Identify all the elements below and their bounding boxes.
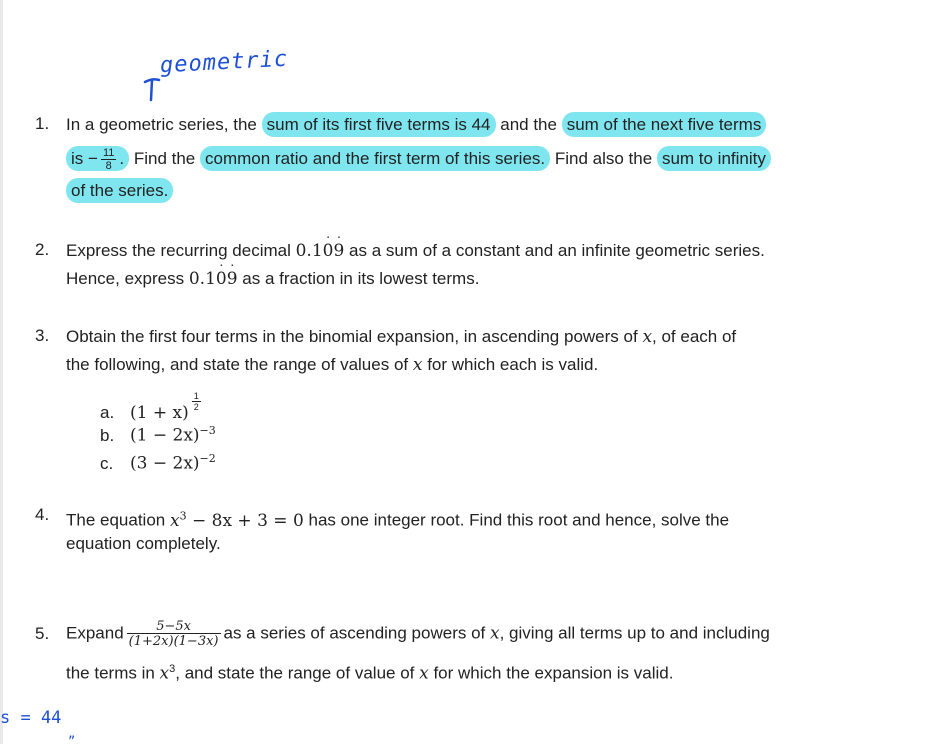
highlight: sum of the next five terms: [562, 112, 767, 137]
question-2-line-1: Express the recurring decimal 0.10 ˙9 ˙ as a sum of a constant and an infinite geometric series.: [66, 238, 765, 264]
question-3-line-2: the following, and state the range of values of x for which each is valid.: [66, 355, 599, 375]
page-edge: [0, 0, 3, 744]
equation: $x^3 - 8x + 3 = 0$: [169, 509, 304, 531]
recurring-decimal: 0.10 ˙9 ˙: [296, 241, 345, 261]
highlight: sum of its first five terms is 44: [262, 112, 496, 137]
sub-item-b: b. $(1 - 2x)^{-3}$: [100, 424, 216, 446]
handwritten-note-geometric: geometric: [159, 46, 289, 79]
recurring-decimal: 0.10 ˙9 ˙: [189, 269, 238, 289]
sub-item-a: a. (1 + x) $\frac{1}{2}$: [100, 391, 199, 423]
highlight: of the series.: [66, 178, 173, 203]
handwritten-mark: ”: [68, 734, 76, 748]
question-1-line-1: In a geometric series, the sum of its first five terms is 44 and the sum of the next five terms: [66, 112, 766, 138]
question-number: 4.: [35, 505, 50, 524]
fraction: $\frac{5-5x}{(1+2x)(1-3x)}$: [128, 619, 219, 649]
question-number: 1.: [35, 114, 50, 133]
question-number: 3.: [35, 326, 50, 345]
question-2-line-2: Hence, express 0.10 ˙9 ˙ as a fraction in its lowest terms.: [66, 266, 479, 292]
question-5-line-1: Expand $\frac{5-5x}{(1+2x)(1-3x)}$ as a series of ascending powers of x, giving all terms up to and including: [66, 619, 770, 649]
question-4-line-2: equation completely.: [66, 534, 221, 553]
fraction-exponent: $\frac{1}{2}$: [193, 391, 199, 412]
question-4-line-1: The equation $x^3 - 8x + 3 = 0$ has one integer root. Find this root and hence, solve the: [66, 509, 730, 531]
question-3-line-1: Obtain the first four terms in the binomial expansion, in ascending powers of x, of each of: [66, 327, 737, 347]
handwritten-note-sum: s = 44: [0, 708, 62, 728]
question-number: 2.: [35, 240, 50, 259]
highlight: sum to infinity: [657, 146, 771, 171]
question-1-line-2: is − $\frac{11}{8}$ . Find the common ratio and the first term of this series. Find also the sum to infinity: [66, 146, 771, 172]
question-number: 5.: [35, 624, 50, 643]
highlight: common ratio and the first term of this series.: [200, 146, 550, 171]
sub-item-c: c. $(3 - 2x)^{-2}$: [100, 452, 216, 474]
highlight: is − $\frac{11}{8}$ .: [66, 146, 129, 171]
question-1-line-3: [66, 178, 173, 204]
fraction: $\frac{11}{8}$: [102, 146, 115, 172]
question-5-line-2: the terms in $x^3$, and state the range of value of x for which the expansion is valid.: [66, 663, 674, 684]
handwritten-arrow-icon: [142, 76, 162, 102]
